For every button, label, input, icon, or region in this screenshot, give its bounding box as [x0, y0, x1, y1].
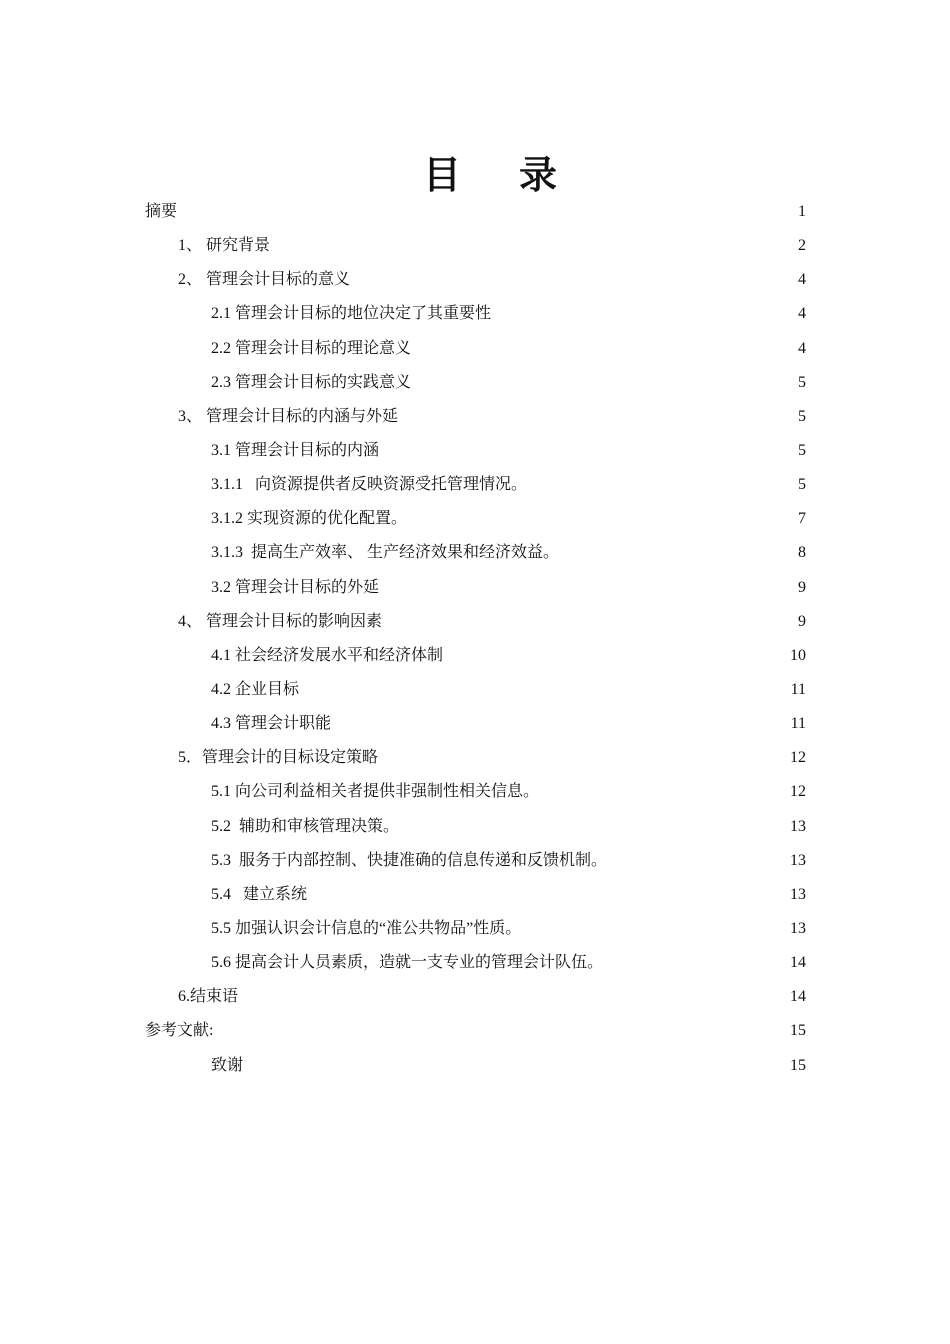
toc-entry-label: 2.1 管理会计目标的地位决定了其重要性: [211, 305, 492, 323]
toc-entry-page-number: 5: [798, 476, 806, 494]
toc-entry-label: 1、 研究背景: [178, 237, 271, 255]
toc-entry-label: 5.2 辅助和审核管理决策。: [211, 817, 400, 835]
toc-entry-page-number: 14: [790, 954, 806, 972]
toc-entry-page-number: 12: [790, 749, 806, 767]
toc-title-char-2: 录: [519, 153, 558, 198]
toc-entry[interactable]: [145, 673, 806, 707]
toc-entry-page-number: 5: [798, 407, 806, 425]
toc-entry-label: 5.4 建立系统: [211, 885, 308, 903]
toc-entry-label: 4.1 社会经济发展水平和经济体制: [211, 646, 444, 664]
toc-entry-page-number: 11: [790, 715, 806, 733]
toc-entry[interactable]: [145, 366, 806, 400]
toc-entry[interactable]: [145, 297, 806, 331]
toc-entry-page-number: 4: [798, 271, 806, 289]
toc-entry-label: 2、 管理会计目标的意义: [178, 271, 351, 289]
toc-entry-page-number: 15: [790, 1022, 806, 1040]
toc-entry-label: 3.1 管理会计目标的内涵: [211, 441, 380, 459]
toc-entry-page-number: 7: [798, 510, 806, 528]
toc-entry[interactable]: [145, 810, 806, 844]
toc-entry-label: 3.1.1 向资源提供者反映资源受托管理情况。: [211, 476, 528, 494]
toc-entry-label: 3.2 管理会计目标的外延: [211, 578, 380, 596]
toc-entry[interactable]: [145, 844, 806, 878]
toc-entry[interactable]: [145, 229, 806, 263]
toc-entry-label: 5.1 向公司利益相关者提供非强制性相关信息。: [211, 783, 540, 801]
toc-entry-page-number: 9: [798, 612, 806, 630]
toc-entry-page-number: 13: [790, 851, 806, 869]
toc-entry-page-number: 13: [790, 885, 806, 903]
toc-entry-page-number: 13: [790, 919, 806, 937]
toc-entry-page-number: 5: [798, 441, 806, 459]
toc-entry[interactable]: [145, 775, 806, 809]
toc-entry-page-number: 15: [790, 1056, 806, 1074]
toc-entry[interactable]: [145, 605, 806, 639]
toc-entry[interactable]: [145, 536, 806, 570]
toc-entry-page-number: 12: [790, 783, 806, 801]
toc-entry[interactable]: [145, 878, 806, 912]
toc-entry-page-number: 13: [790, 817, 806, 835]
toc-entry[interactable]: [145, 1014, 806, 1048]
toc-entry-label: 4.2 企业目标: [211, 680, 300, 698]
toc-entry-label: 3.1.2 实现资源的优化配置。: [211, 510, 408, 528]
toc-entry-label: 参考文献:: [145, 1022, 214, 1040]
toc-entry-label: 5.6 提高会计人员素质，造就一支专业的管理会计队伍。: [211, 954, 604, 972]
toc-entry-label: 4、 管理会计目标的影响因素: [178, 612, 383, 630]
toc-entry-page-number: 4: [798, 339, 806, 357]
toc-entry-page-number: 4: [798, 305, 806, 323]
toc-entry[interactable]: [145, 195, 806, 229]
toc-list: [145, 195, 806, 1083]
toc-entry-page-number: 9: [798, 578, 806, 596]
toc-entry[interactable]: [145, 434, 806, 468]
toc-title-char-1: 目: [422, 153, 461, 198]
toc-entry-label: 致谢: [211, 1056, 244, 1074]
toc-entry[interactable]: [145, 707, 806, 741]
toc-entry-page-number: 14: [790, 988, 806, 1006]
toc-entry[interactable]: [145, 946, 806, 980]
toc-entry[interactable]: [145, 502, 806, 536]
toc-entry-label: 5.3 服务于内部控制、快捷准确的信息传递和反馈机制。: [211, 851, 608, 869]
toc-entry-label: 5.5 加强认识会计信息的“准公共物品”性质。: [211, 919, 522, 937]
toc-entry-label: 3.1.3 提高生产效率、 生产经济效果和经济效益。: [211, 544, 560, 562]
toc-entry-label: 4.3 管理会计职能: [211, 715, 332, 733]
toc-entry[interactable]: [145, 332, 806, 366]
toc-entry-page-number: 1: [798, 203, 806, 220]
toc-entry[interactable]: [145, 912, 806, 946]
toc-entry-label: 2.2 管理会计目标的理论意义: [211, 339, 412, 357]
toc-entry-label: 6.结束语: [178, 988, 239, 1006]
toc-entry[interactable]: [145, 639, 806, 673]
toc-entry[interactable]: [145, 468, 806, 502]
toc-entry-page-number: 10: [790, 646, 806, 664]
toc-entry-page-number: 2: [798, 237, 806, 255]
toc-entry[interactable]: [145, 571, 806, 605]
toc-entry[interactable]: [145, 980, 806, 1014]
toc-entry-label: 3、 管理会计目标的内涵与外延: [178, 407, 399, 425]
toc-entry-page-number: 8: [798, 544, 806, 562]
toc-entry-page-number: 11: [790, 680, 806, 698]
toc-entry-label: 5．管理会计的目标设定策略: [178, 749, 379, 767]
toc-entry-label: 2.3 管理会计目标的实践意义: [211, 373, 412, 391]
toc-entry[interactable]: [145, 400, 806, 434]
toc-title: [0, 151, 950, 199]
toc-entry-page-number: 5: [798, 373, 806, 391]
toc-entry-label: 摘要: [145, 203, 178, 220]
toc-entry[interactable]: [145, 1049, 806, 1083]
toc-entry[interactable]: [145, 263, 806, 297]
toc-entry[interactable]: [145, 741, 806, 775]
